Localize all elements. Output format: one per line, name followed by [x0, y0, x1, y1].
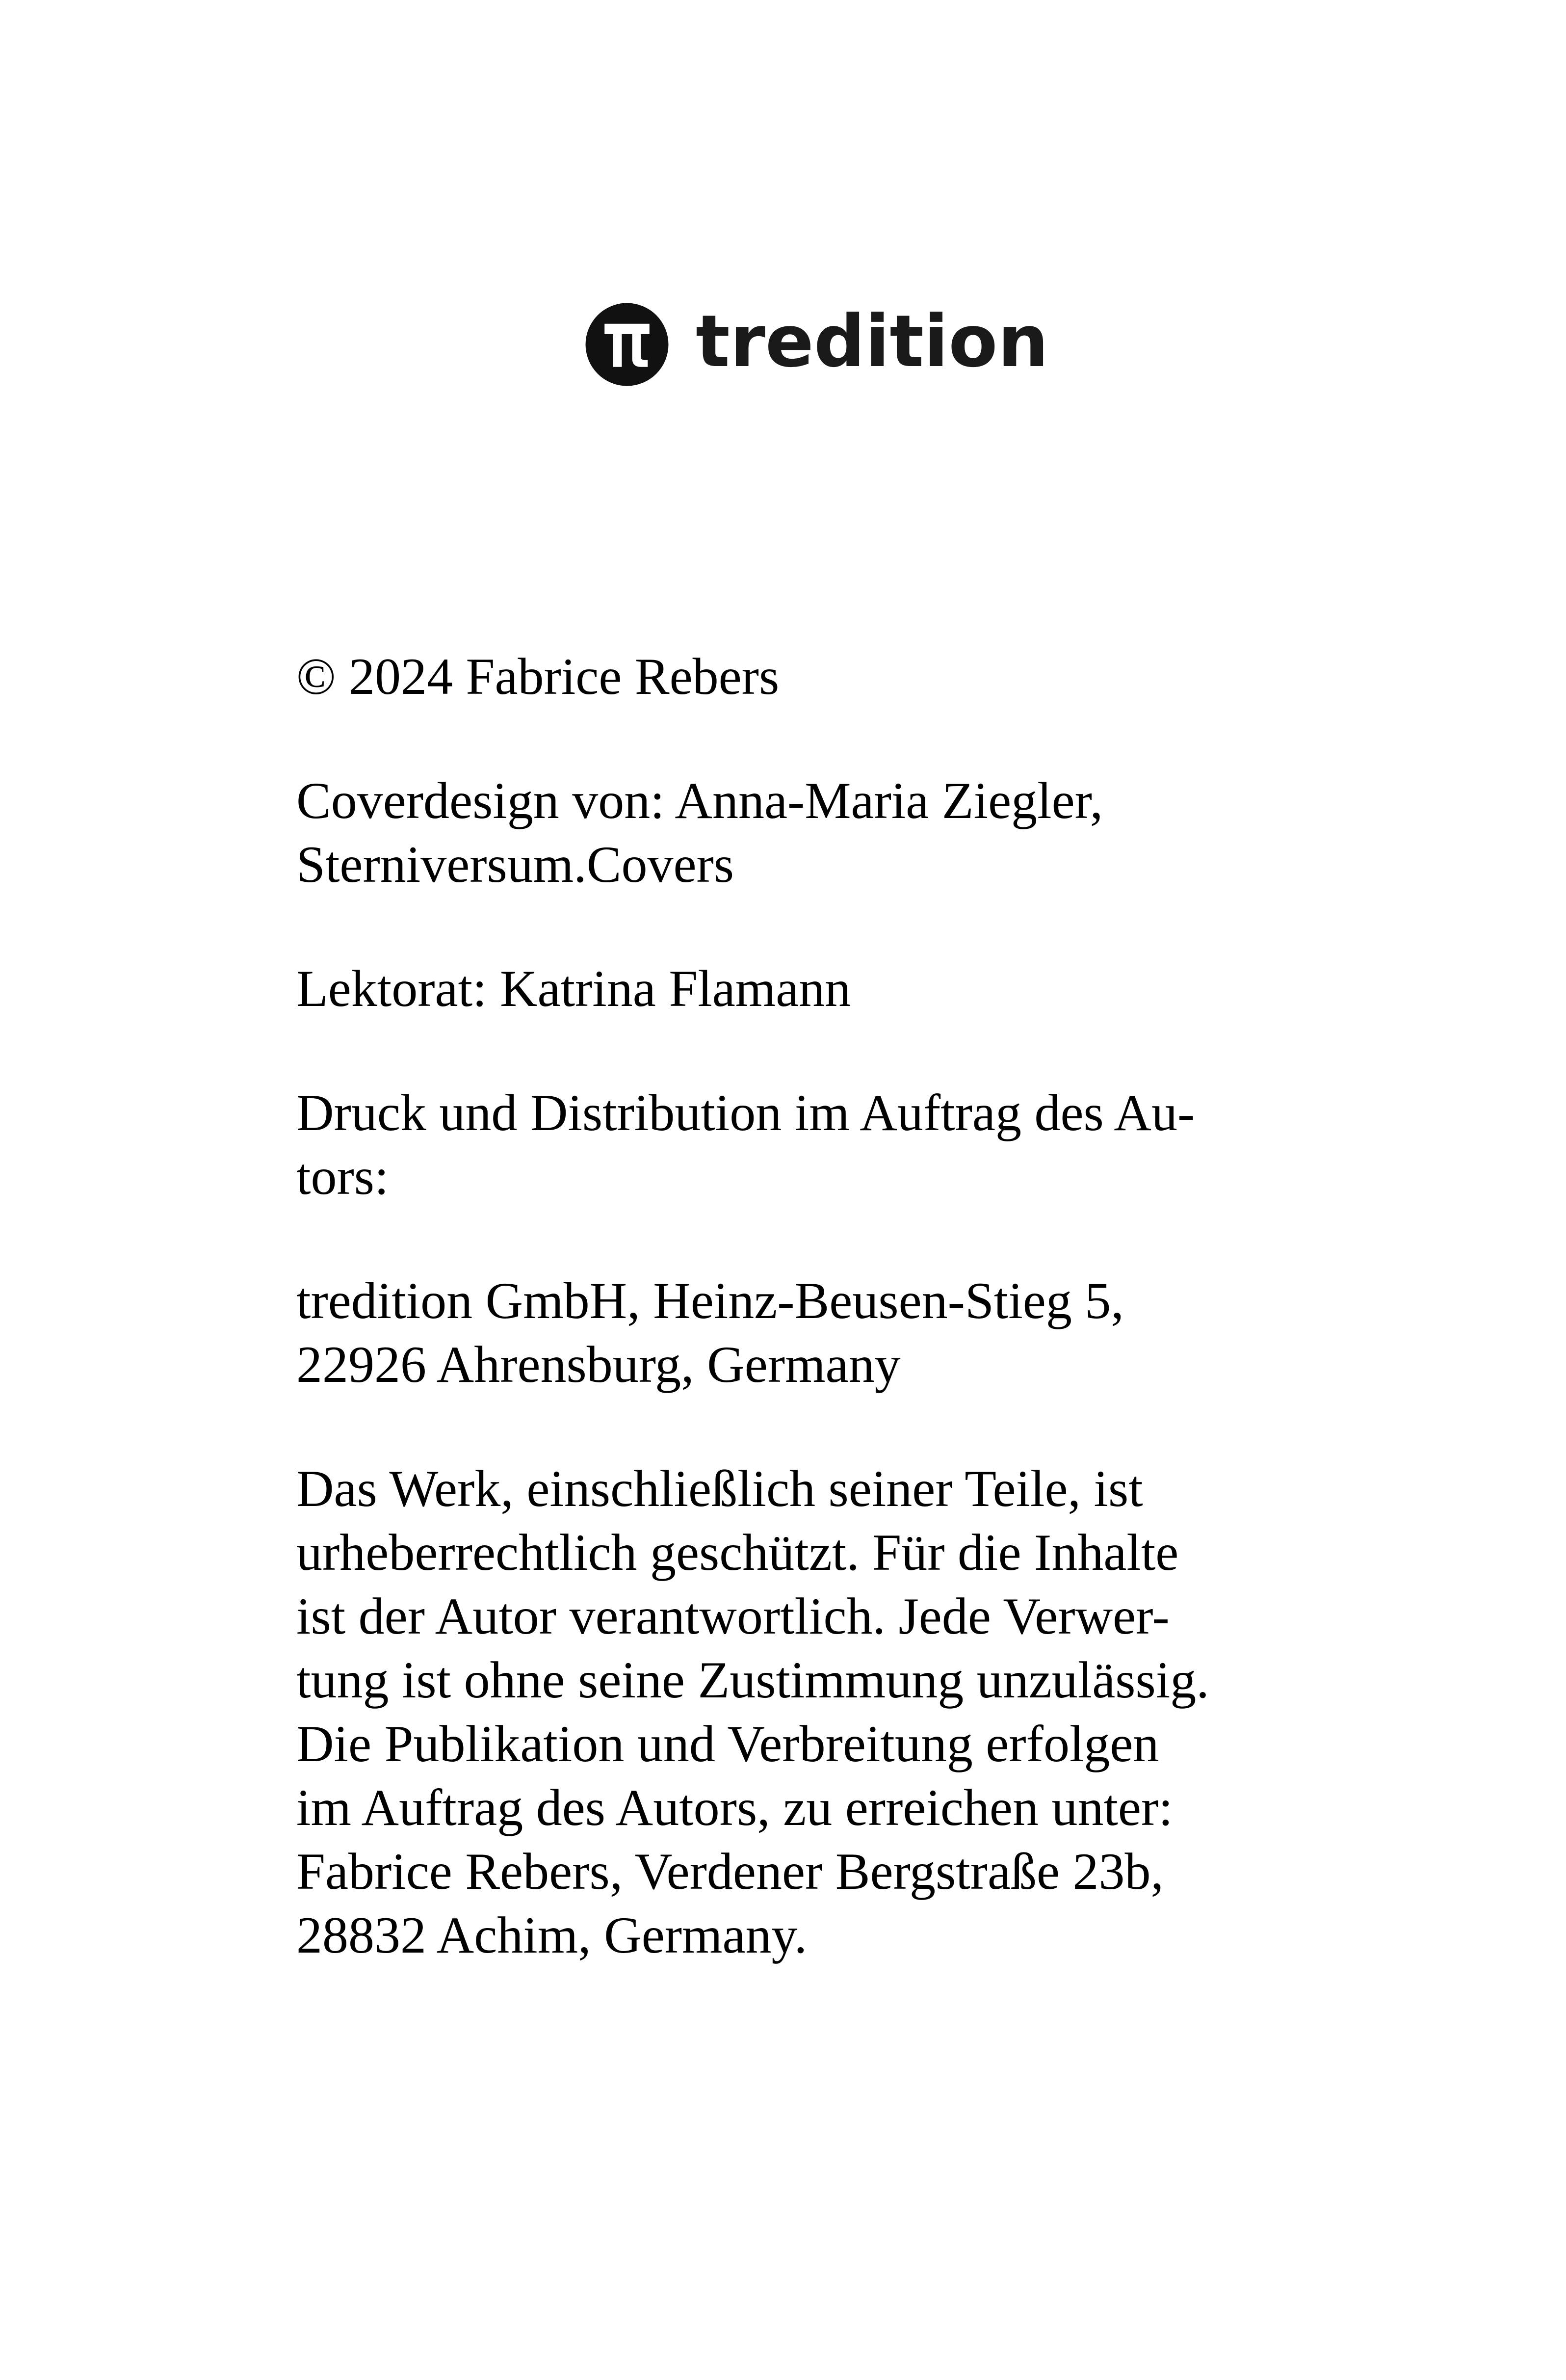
text-line: Druck und Distribution im Auftrag des Au-: [296, 1084, 1195, 1141]
copyright-notice-paragraph: [296, 1457, 1297, 1967]
text-line: 28832 Achim, Germany.: [296, 1906, 808, 1964]
distribution-paragraph: [296, 1081, 1297, 1209]
text-line: tung ist ohne seine Zustimmung unzulässig.: [296, 1651, 1209, 1709]
text-line: Fabrice Rebers, Verdener Bergstraße 23b,: [296, 1843, 1164, 1900]
logo-wordmark: tredition: [696, 300, 1049, 383]
text-line: urheberrechtlich geschützt. Für die Inhalte: [296, 1524, 1179, 1581]
text-line: Das Werk, einschließlich seiner Teile, ist: [296, 1460, 1143, 1517]
text-line: tors:: [296, 1148, 389, 1205]
text-line: tredition GmbH, Heinz-Beusen-Stieg 5,: [296, 1272, 1124, 1329]
text-line: ist der Autor verantwortlich. Jede Verwer-: [296, 1587, 1170, 1645]
tredition-logo-icon: [584, 301, 670, 388]
text-line: © 2024 Fabrice Rebers: [296, 648, 780, 705]
cover-design-paragraph: [296, 769, 1297, 897]
publisher-logo: [584, 300, 1048, 389]
text-line: Die Publikation und Verbreitung erfolgen: [296, 1715, 1159, 1772]
text-line: 22926 Ahrensburg, Germany: [296, 1336, 901, 1393]
text-line: Sterniversum.Covers: [296, 836, 734, 893]
text-line: im Auftrag des Autors, zu erreichen unter:: [296, 1779, 1173, 1836]
copyright-paragraph: [296, 645, 1297, 709]
imprint-text: [296, 645, 1297, 2028]
editing-paragraph: [296, 957, 1297, 1021]
text-line: Coverdesign von: Anna-Maria Ziegler,: [296, 772, 1103, 829]
publisher-address-paragraph: [296, 1269, 1297, 1397]
text-line: Lektorat: Katrina Flamann: [296, 960, 851, 1017]
